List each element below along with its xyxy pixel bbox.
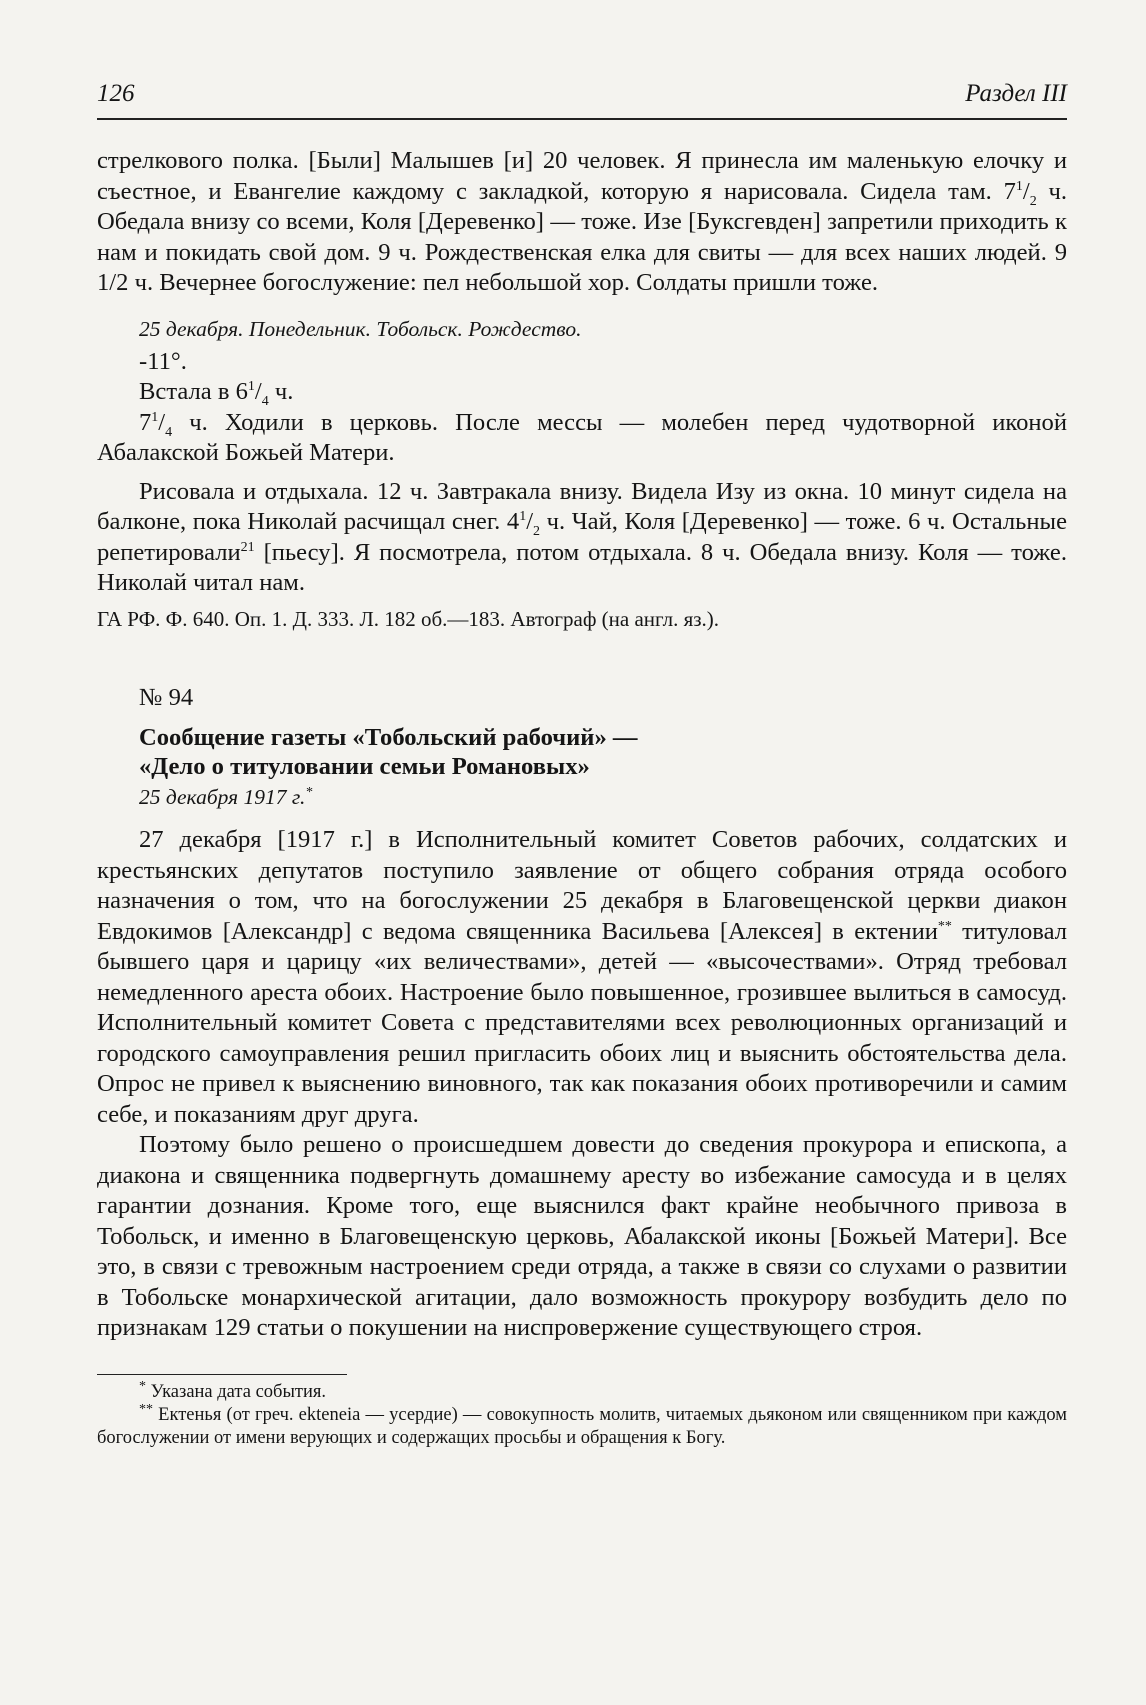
footnote-ref: ** — [937, 918, 952, 934]
section-title: Раздел III — [965, 80, 1067, 107]
temperature: -11°. — [139, 347, 187, 375]
document-paragraph: 27 декабря [1917 г.] в Исполнительный комитет Советов рабочих, солдатских и крестьянских депутатов поступило заявление от общего собрания отряда особого назначения о том, что на богослужении 25 декабря в Благовещенской церкви диакон Евдокимов [Александр] с ведома священника Васильева [Алексея] в ектении** титуловал бывшего царя и царицу «их величествами», детей — «высочествами». Отряд требовал немедленного ареста обоих. Настроение было повышенное, грозившее вылиться в самосуд. Исполнительный комитет Совета с представителями всех революционных организаций и городского самоуправления решил пригласить обоих лиц и выяснить обстоятельства дела. Опрос не привел к выяснению виновного, так как показания обоих противоречили и самим себе, и показаниям друг друга. — [97, 826, 1067, 1128]
footnote: * Указана дата события. — [139, 1378, 326, 1402]
footnote: ** Ектенья (от греч. ekteneia — усердие) — совокупность молитв, читаемых дьяконом или священником при каждом богослужении от имени верующих и содержащих просьбы и обращения к Богу. — [97, 1401, 1067, 1448]
footnote-ref: * — [305, 784, 313, 800]
page-header — [97, 78, 1067, 120]
diary-paragraph: Рисовала и отдыхала. 12 ч. Завтракала внизу. Видела Изу из окна. 10 минут сидела на балконе, пока Николай расчищал снег. $4^1/_2$ ч. Чай, Коля [Деревенко] — тоже. 6 ч. Остальные репетировали$^{21}$ [пьесу]. Я посмотрела, потом отдыхала. 8 ч. Обедала внизу. Коля — тоже. Николай читал нам. — [97, 477, 1067, 596]
diary-paragraph: стрелкового полка. [Были] Малышев [и] 20 человек. Я принесла им маленькую елочку и съестное, и Евангелие каждому с закладкой, которую я нарисовала. Сидела там. $7^1/_2$ ч. Обедала внизу со всеми, Коля [Деревенко] — тоже. Изе [Буксгевден] запретили приходить к нам и покидать свой дом. 9 ч. Рождественская елка для свиты — для всех наших людей. 9 1/2 ч. Вечернее богослужение: пел небольшой хор. Солдаты пришли тоже. — [97, 147, 1067, 296]
diary-paragraph: Встала в $6^1/_4$ ч. — [139, 378, 294, 409]
document-paragraph: Поэтому было решено о происшедшем довести до сведения прокурора и епископа, а диакона и священника подвергнуть домашнему аресту во избежание самосуда и в целях гарантии дознания. Кроме того, еще выяснился факт крайне необычного привоза в Тобольск, и именно в Благовещенскую церковь, Абалакской иконы [Божьей Матери]. Все это, в связи с тревожным настроением среди отряда, а также в связи со слухами о развитии в Тобольске монархической агитации, дало возможность прокурору возбудить дело по признакам 129 статьи о покушении на ниспровержение существующего строя. — [97, 1131, 1067, 1341]
document-date: 25 декабря 1917 г.* — [139, 784, 313, 809]
document-title: Сообщение газеты «Тобольский рабочий» — «Дело о титуловании семьи Романовых» — [139, 724, 638, 780]
page-number: 126 — [97, 80, 135, 107]
page-body — [97, 146, 1067, 1450]
footnotes — [97, 1378, 1067, 1450]
diary-paragraph: $7^1/_4$ ч. Ходили в церковь. После мессы — молебен перед чудотворной иконой Абалакской Божьей Матери. — [97, 408, 1067, 466]
footnote-ref: 21 — [240, 539, 255, 555]
document-number: № 94 — [139, 683, 194, 711]
footnote-divider — [97, 1374, 347, 1375]
diary-date-heading: 25 декабря. Понедельник. Тобольск. Рождество. — [139, 316, 582, 341]
archive-reference: ГА РФ. Ф. 640. Оп. 1. Д. 333. Л. 182 об.—183. Автограф (на англ. яз.). — [97, 606, 720, 631]
